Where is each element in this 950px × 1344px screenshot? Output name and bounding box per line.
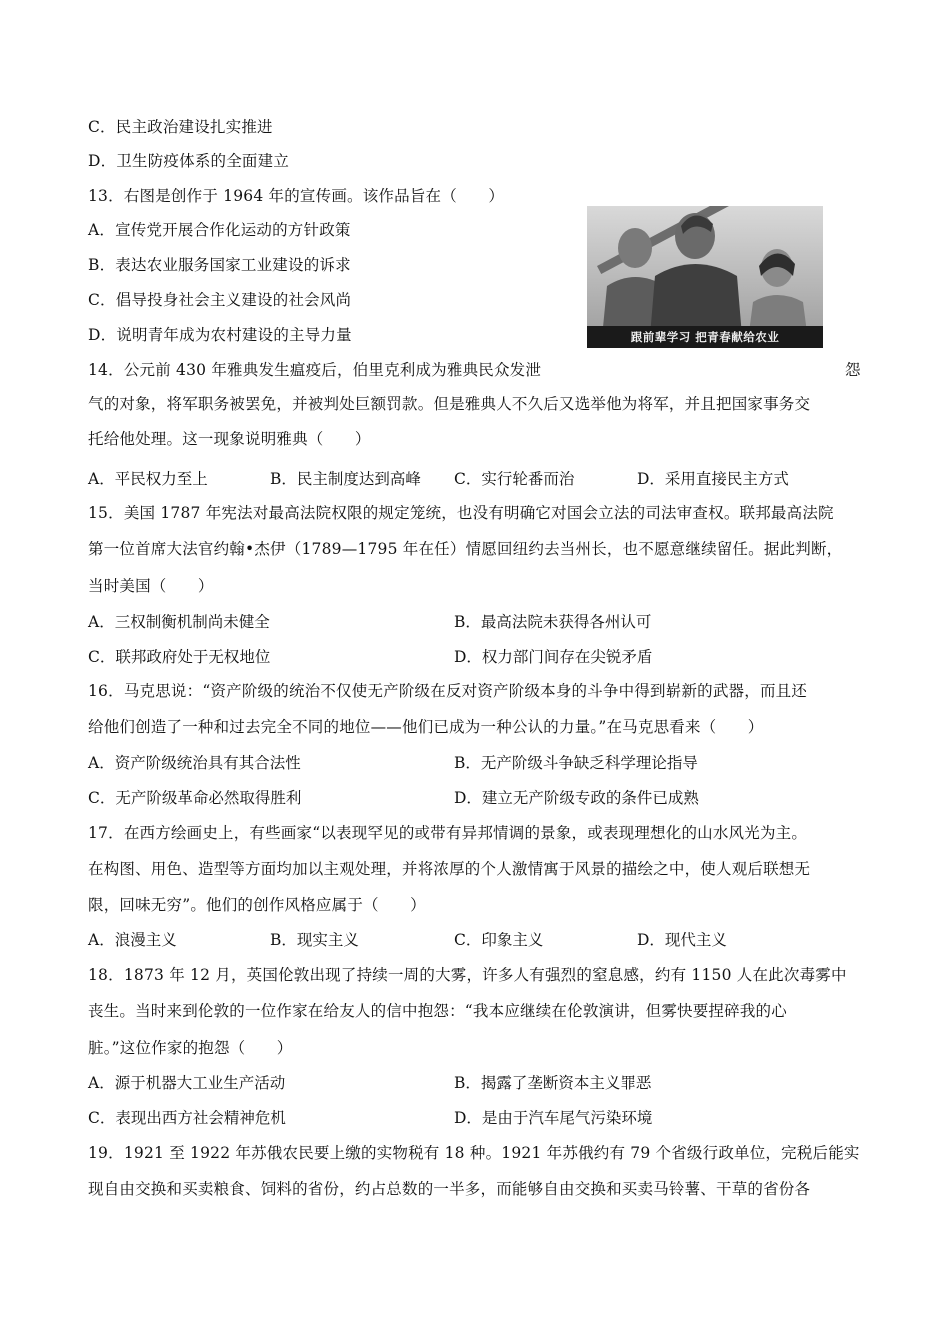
q17-line-2: 在构图、用色、造型等方面均加以主观处理，并将浓厚的个人激情寓于风景的描绘之中，使人观后联想无 xyxy=(88,860,811,878)
q14-option-c: C．实行轮番而治 xyxy=(454,470,575,488)
q15-line-1: 15．美国 1787 年宪法对最高法院权限的规定笼统，也没有明确它对国会立法的司法审查权。联邦最高法院 xyxy=(88,504,834,522)
q16-option-b: B．无产阶级斗争缺乏科学理论指导 xyxy=(454,754,698,772)
q18-option-b: B．揭露了垄断资本主义罪恶 xyxy=(454,1074,652,1092)
q14-line-1-end: 怨 xyxy=(845,361,861,379)
q16-option-c: C．无产阶级革命必然取得胜利 xyxy=(88,789,302,807)
q16-line-2: 给他们创造了一种和过去完全不同的地位——他们已成为一种公认的力量。”在马克思看来（ ） xyxy=(88,718,764,736)
q17-option-a: A．浪漫主义 xyxy=(88,931,177,949)
q12-option-d: D．卫生防疫体系的全面建立 xyxy=(88,152,290,170)
q18-line-3: 脏。”这位作家的抱怨（ ） xyxy=(88,1039,293,1057)
q14-line-3: 托给他处理。这一现象说明雅典（ ） xyxy=(88,430,371,448)
q14-option-a: A．平民权力至上 xyxy=(88,470,208,488)
propaganda-poster-image xyxy=(587,206,823,348)
q14-line-1: 14．公元前 430 年雅典发生瘟疫后，伯里克利成为雅典民众发泄 xyxy=(88,361,542,379)
q17-option-b: B．现实主义 xyxy=(270,931,359,949)
q18-option-a: A．源于机器大工业生产活动 xyxy=(88,1074,286,1092)
q17-line-1: 17．在西方绘画史上，有些画家“以表现罕见的或带有异邦情调的景象，或表现理想化的山水风光为主。 xyxy=(88,824,808,842)
q18-option-d: D．是由于汽车尾气污染环境 xyxy=(454,1109,653,1127)
q17-option-c: C．印象主义 xyxy=(454,931,544,949)
poster-caption: 跟前辈学习 把青春献给农业 xyxy=(587,326,823,348)
q18-option-c: C．表现出西方社会精神危机 xyxy=(88,1109,286,1127)
q16-line-1: 16．马克思说：“资产阶级的统治不仅使无产阶级在反对资产阶级本身的斗争中得到崭新的武器，而且还 xyxy=(88,682,808,700)
q14-line-2: 气的对象，将军职务被罢免，并被判处巨额罚款。但是雅典人不久后又选举他为将军，并且把国家事务交 xyxy=(88,395,811,413)
q17-line-3: 限，回味无穷”。他们的创作风格应属于（ ） xyxy=(88,896,426,914)
q15-option-b: B．最高法院未获得各州认可 xyxy=(454,613,652,631)
q16-option-d: D．建立无产阶级专政的条件已成熟 xyxy=(454,789,699,807)
q16-option-a: A．资产阶级统治具有其合法性 xyxy=(88,754,301,772)
q13-option-c: C．倡导投身社会主义建设的社会风尚 xyxy=(88,291,352,309)
q18-line-2: 丧生。当时来到伦敦的一位作家在给友人的信中抱怨：“我本应继续在伦敦演讲，但雾快要捏碎我的心 xyxy=(88,1002,787,1020)
q13-option-a: A．宣传党开展合作化运动的方针政策 xyxy=(88,221,351,239)
q15-line-2: 第一位首席大法官约翰•杰伊（1789—1795 年在任）情愿回纽约去当州长，也不愿意继续留任。据此判断， xyxy=(88,540,843,558)
q17-option-d: D．现代主义 xyxy=(637,931,727,949)
q13-stem: 13．右图是创作于 1964 年的宣传画。该作品旨在（ ） xyxy=(88,187,505,205)
q15-option-d: D．权力部门间存在尖锐矛盾 xyxy=(454,648,653,666)
q13-option-b: B．表达农业服务国家工业建设的诉求 xyxy=(88,256,351,274)
q19-line-2: 现自由交换和买卖粮食、饲料的省份，约占总数的一半多，而能够自由交换和买卖马铃薯、干草的省份各 xyxy=(88,1180,811,1198)
q19-line-1: 19．1921 至 1922 年苏俄农民要上缴的实物税有 18 种。1921 年苏俄约有 79 个省级行政单位，完税后能实 xyxy=(88,1144,860,1162)
q14-option-b: B．民主制度达到高峰 xyxy=(270,470,421,488)
q15-option-c: C．联邦政府处于无权地位 xyxy=(88,648,271,666)
q15-line-3: 当时美国（ ） xyxy=(88,577,214,595)
q15-option-a: A．三权制衡机制尚未健全 xyxy=(88,613,270,631)
q12-option-c: C．民主政治建设扎实推进 xyxy=(88,118,273,136)
q14-option-d: D．采用直接民主方式 xyxy=(637,470,789,488)
q18-line-1: 18．1873 年 12 月，英国伦敦出现了持续一周的大雾，许多人有强烈的窒息感，约有 1150 人在此次毒雾中 xyxy=(88,966,847,984)
q13-option-d: D．说明青年成为农村建设的主导力量 xyxy=(88,326,352,344)
